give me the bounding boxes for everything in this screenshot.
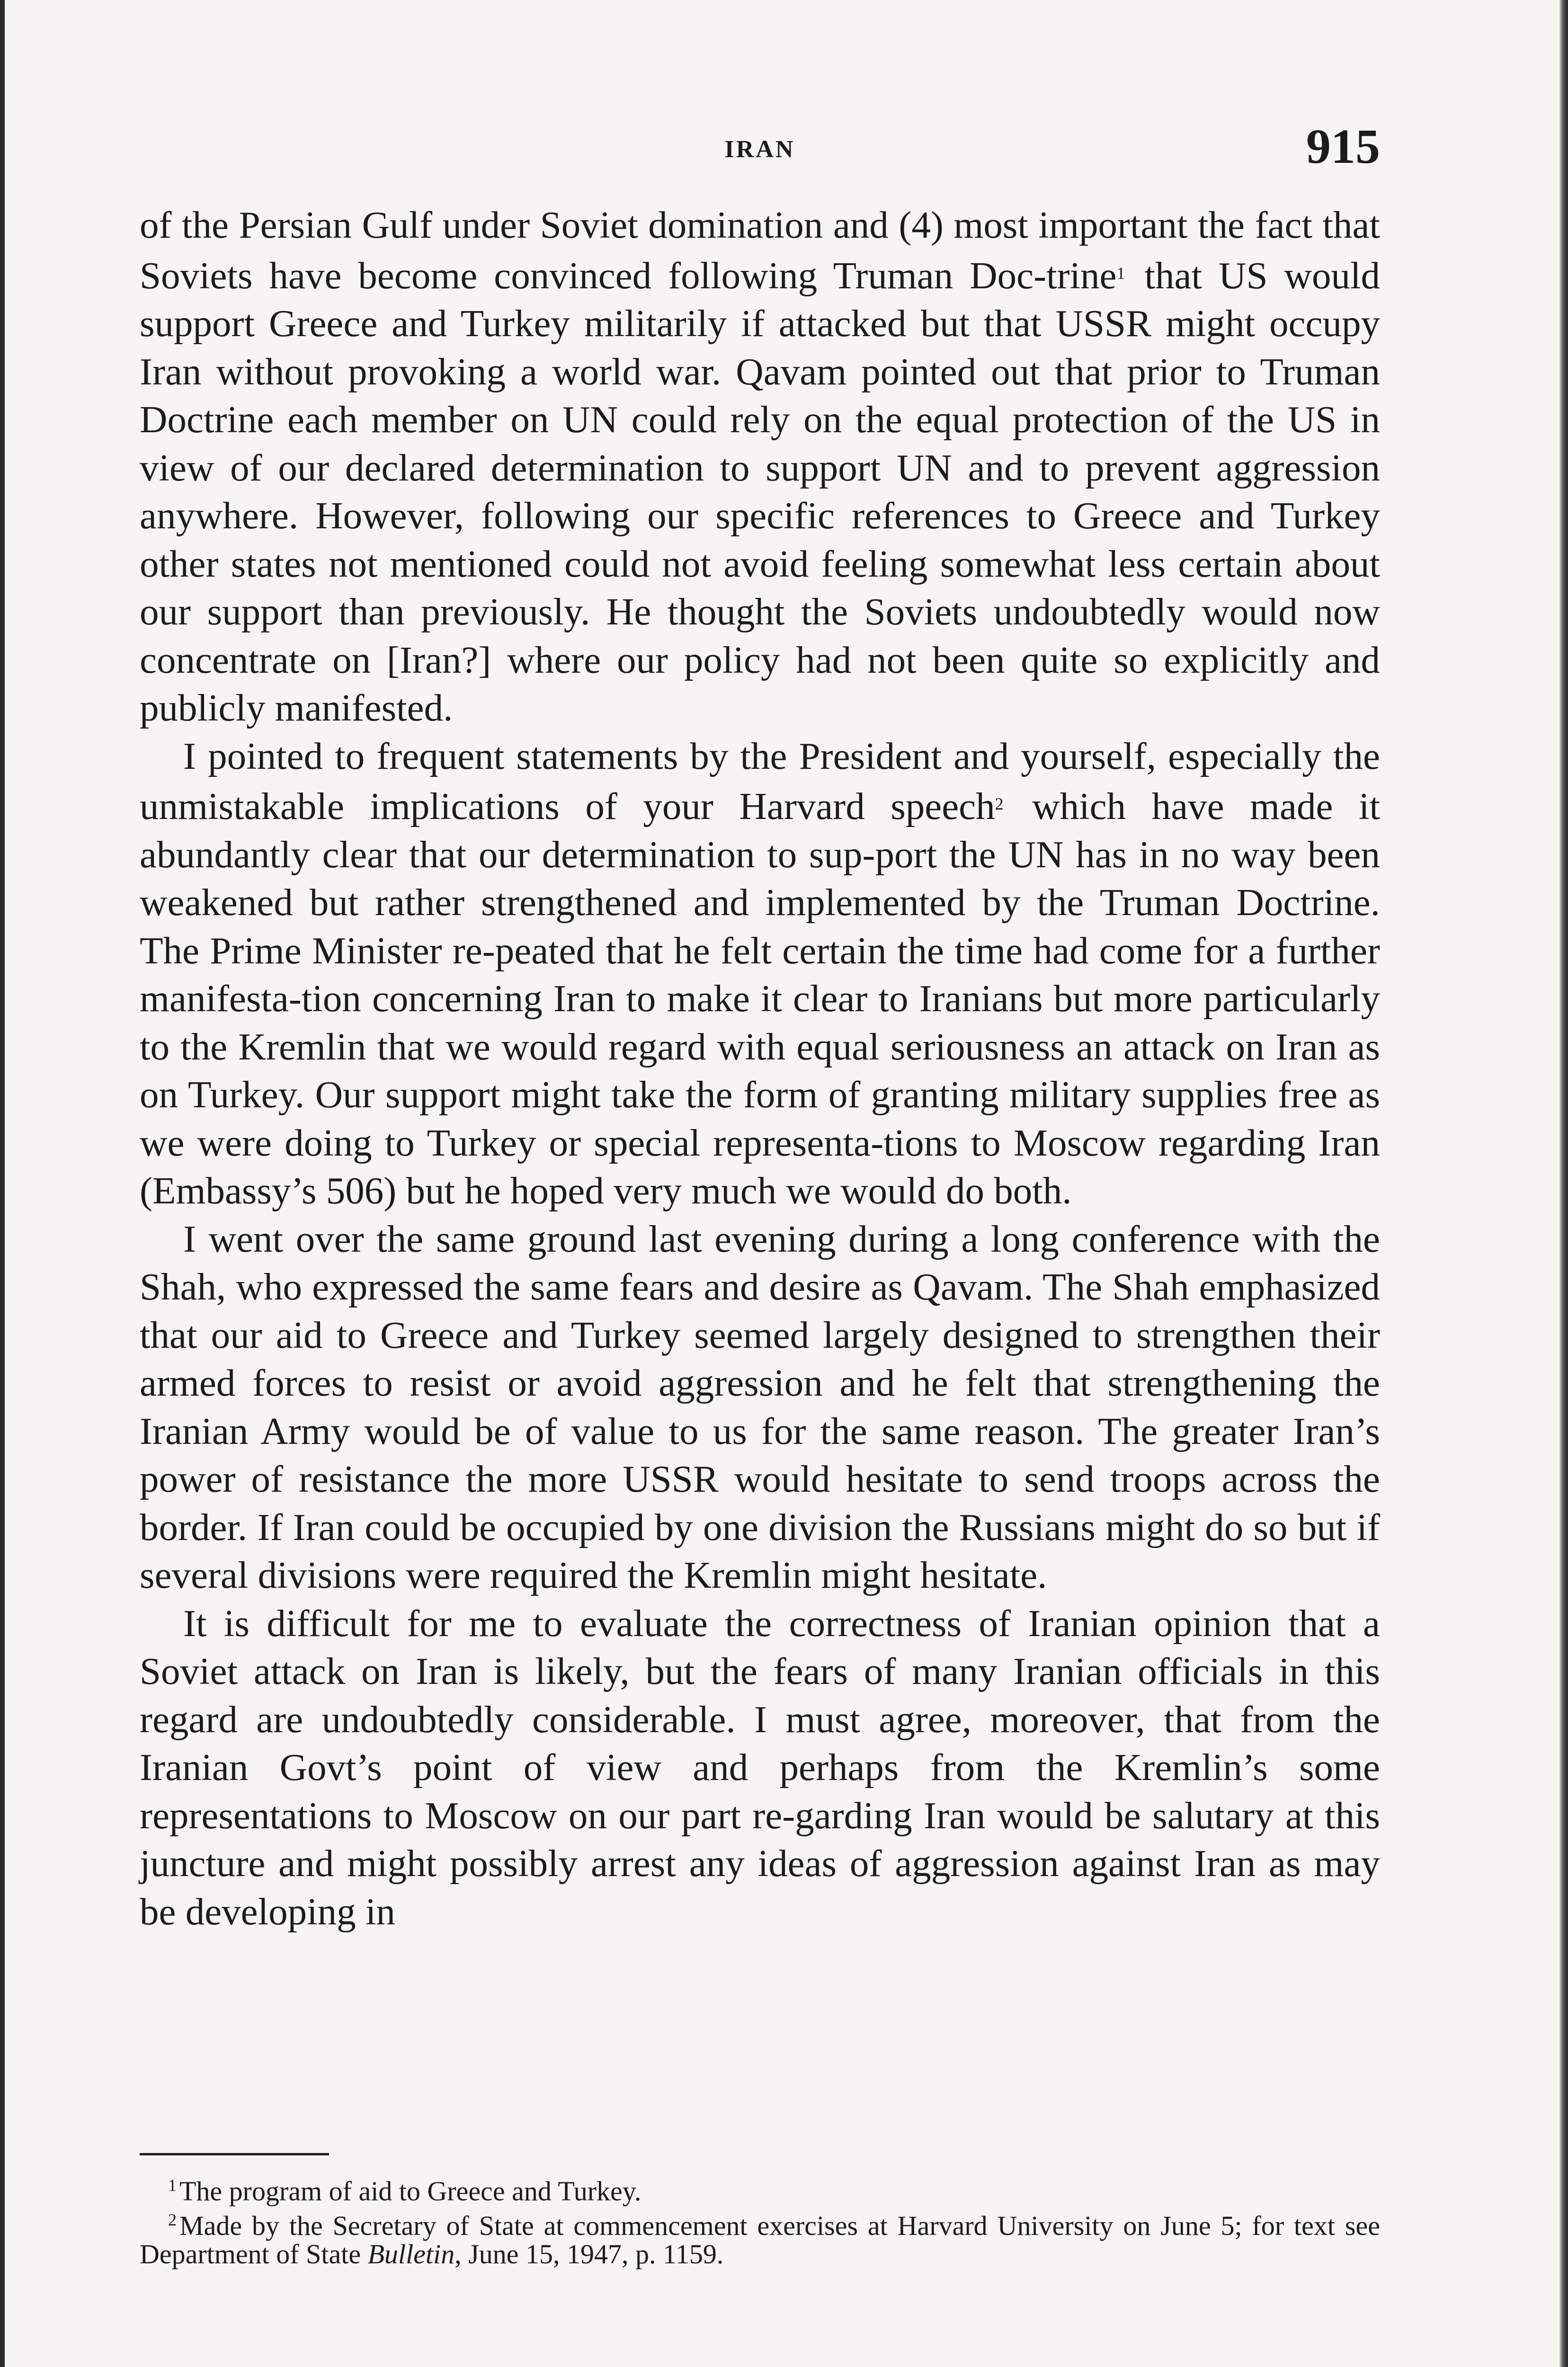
page-right-edge — [1559, 0, 1568, 2367]
footnote-text: Made by the Secretary of State at commencement exercises at Harvard University on June 5; for text see Department of State — [140, 2210, 1380, 2269]
body-text — [140, 201, 1380, 1936]
paragraph-1 — [140, 201, 1380, 732]
footnote-text: , June 15, 1947, p. 1159. — [454, 2239, 724, 2269]
running-head — [140, 118, 1380, 175]
footnote-text: The program of aid to Greece and Turkey. — [179, 2176, 641, 2207]
paragraph-2 — [140, 732, 1380, 1215]
paragraph-3 — [140, 1215, 1380, 1600]
paragraph-4 — [140, 1600, 1380, 1936]
paragraph-text: It is difficult for me to evaluate the correctness of Iranian opinion that a Soviet attack on Iran is likely, but the fears of many Iranian officials in this regard are undoubtedly considerable. I must agree, moreover, that from the Iranian Govt’s point of view and perhaps from the Kremlin’s some representations to Moscow on our part re-garding Iran would be salutary at this juncture and might possibly arrest any ideas of aggression against Iran as may be developing in — [140, 1602, 1380, 1933]
footnote-2 — [140, 2206, 1380, 2269]
footnote-ref-2: 2 — [995, 794, 1004, 813]
footnotes — [140, 2171, 1380, 2269]
footnote-ref-1: 1 — [1116, 263, 1125, 283]
bulletin-title: Bulletin — [367, 2239, 455, 2269]
paragraph-text: that US would support Greece and Turkey militarily if attacked but that USSR might occupy Iran without provoking a world war. Qavam pointed out that prior to Truman Doctrine each member on UN could rely on the equal protection of the US in view of our declared determination to support UN and to prevent aggression anywhere. However, following our specific references to Greece and Turkey other states not mentioned could not avoid feeling somewhat less certain about our support than previously. He thought the Soviets undoubtedly would now concentrate on [Iran?] where our policy had not been quite so explicitly and publicly manifested. — [140, 254, 1380, 729]
footnote-divider — [140, 2153, 329, 2155]
page-number: 915 — [1306, 119, 1380, 174]
paragraph-text: I pointed to frequent statements by the President and yourself, especially the unmistakable implications of your Harvard speech — [140, 734, 1380, 828]
paragraph-text: of the Persian Gulf under Soviet domination and (4) most important the fact that Soviets have become convinced following Truman Doc-trine — [140, 204, 1380, 297]
page-left-edge — [0, 0, 5, 2367]
footnote-marker: 1 — [168, 2176, 177, 2195]
footnote-marker: 2 — [168, 2210, 177, 2229]
paragraph-text: I went over the same ground last evening during a long conference with the Shah, who expressed the same fears and desire as Qavam. The Shah emphasized that our aid to Greece and Turkey seemed largely designed to strengthen their armed forces to resist or avoid aggression and he felt that strengthening the Iranian Army would be of value to us for the same reason. The greater Iran’s power of resistance the more USSR would hesitate to send troops across the border. If Iran could be occupied by one division the Russians might do so but if several divisions were required the Kremlin might hesitate. — [140, 1217, 1380, 1596]
running-title: IRAN — [724, 136, 795, 163]
paragraph-text: which have made it abundantly clear that our determination to sup-port the UN has in no way been weakened but rather strengthened and implemented by the Truman Doctrine. The Prime Minister re-peated that he felt certain the time had come for a further manifesta-tion concerning Iran to make it clear to Iranians but more particularly to the Kremlin that we would regard with equal seriousness an attack on Iran as on Turkey. Our support might take the form of granting military supplies free as we were doing to Turkey or special representa-tions to Moscow regarding Iran (Embassy’s 506) but he hoped very much we would do both. — [140, 785, 1380, 1212]
footnote-1 — [140, 2171, 1380, 2206]
